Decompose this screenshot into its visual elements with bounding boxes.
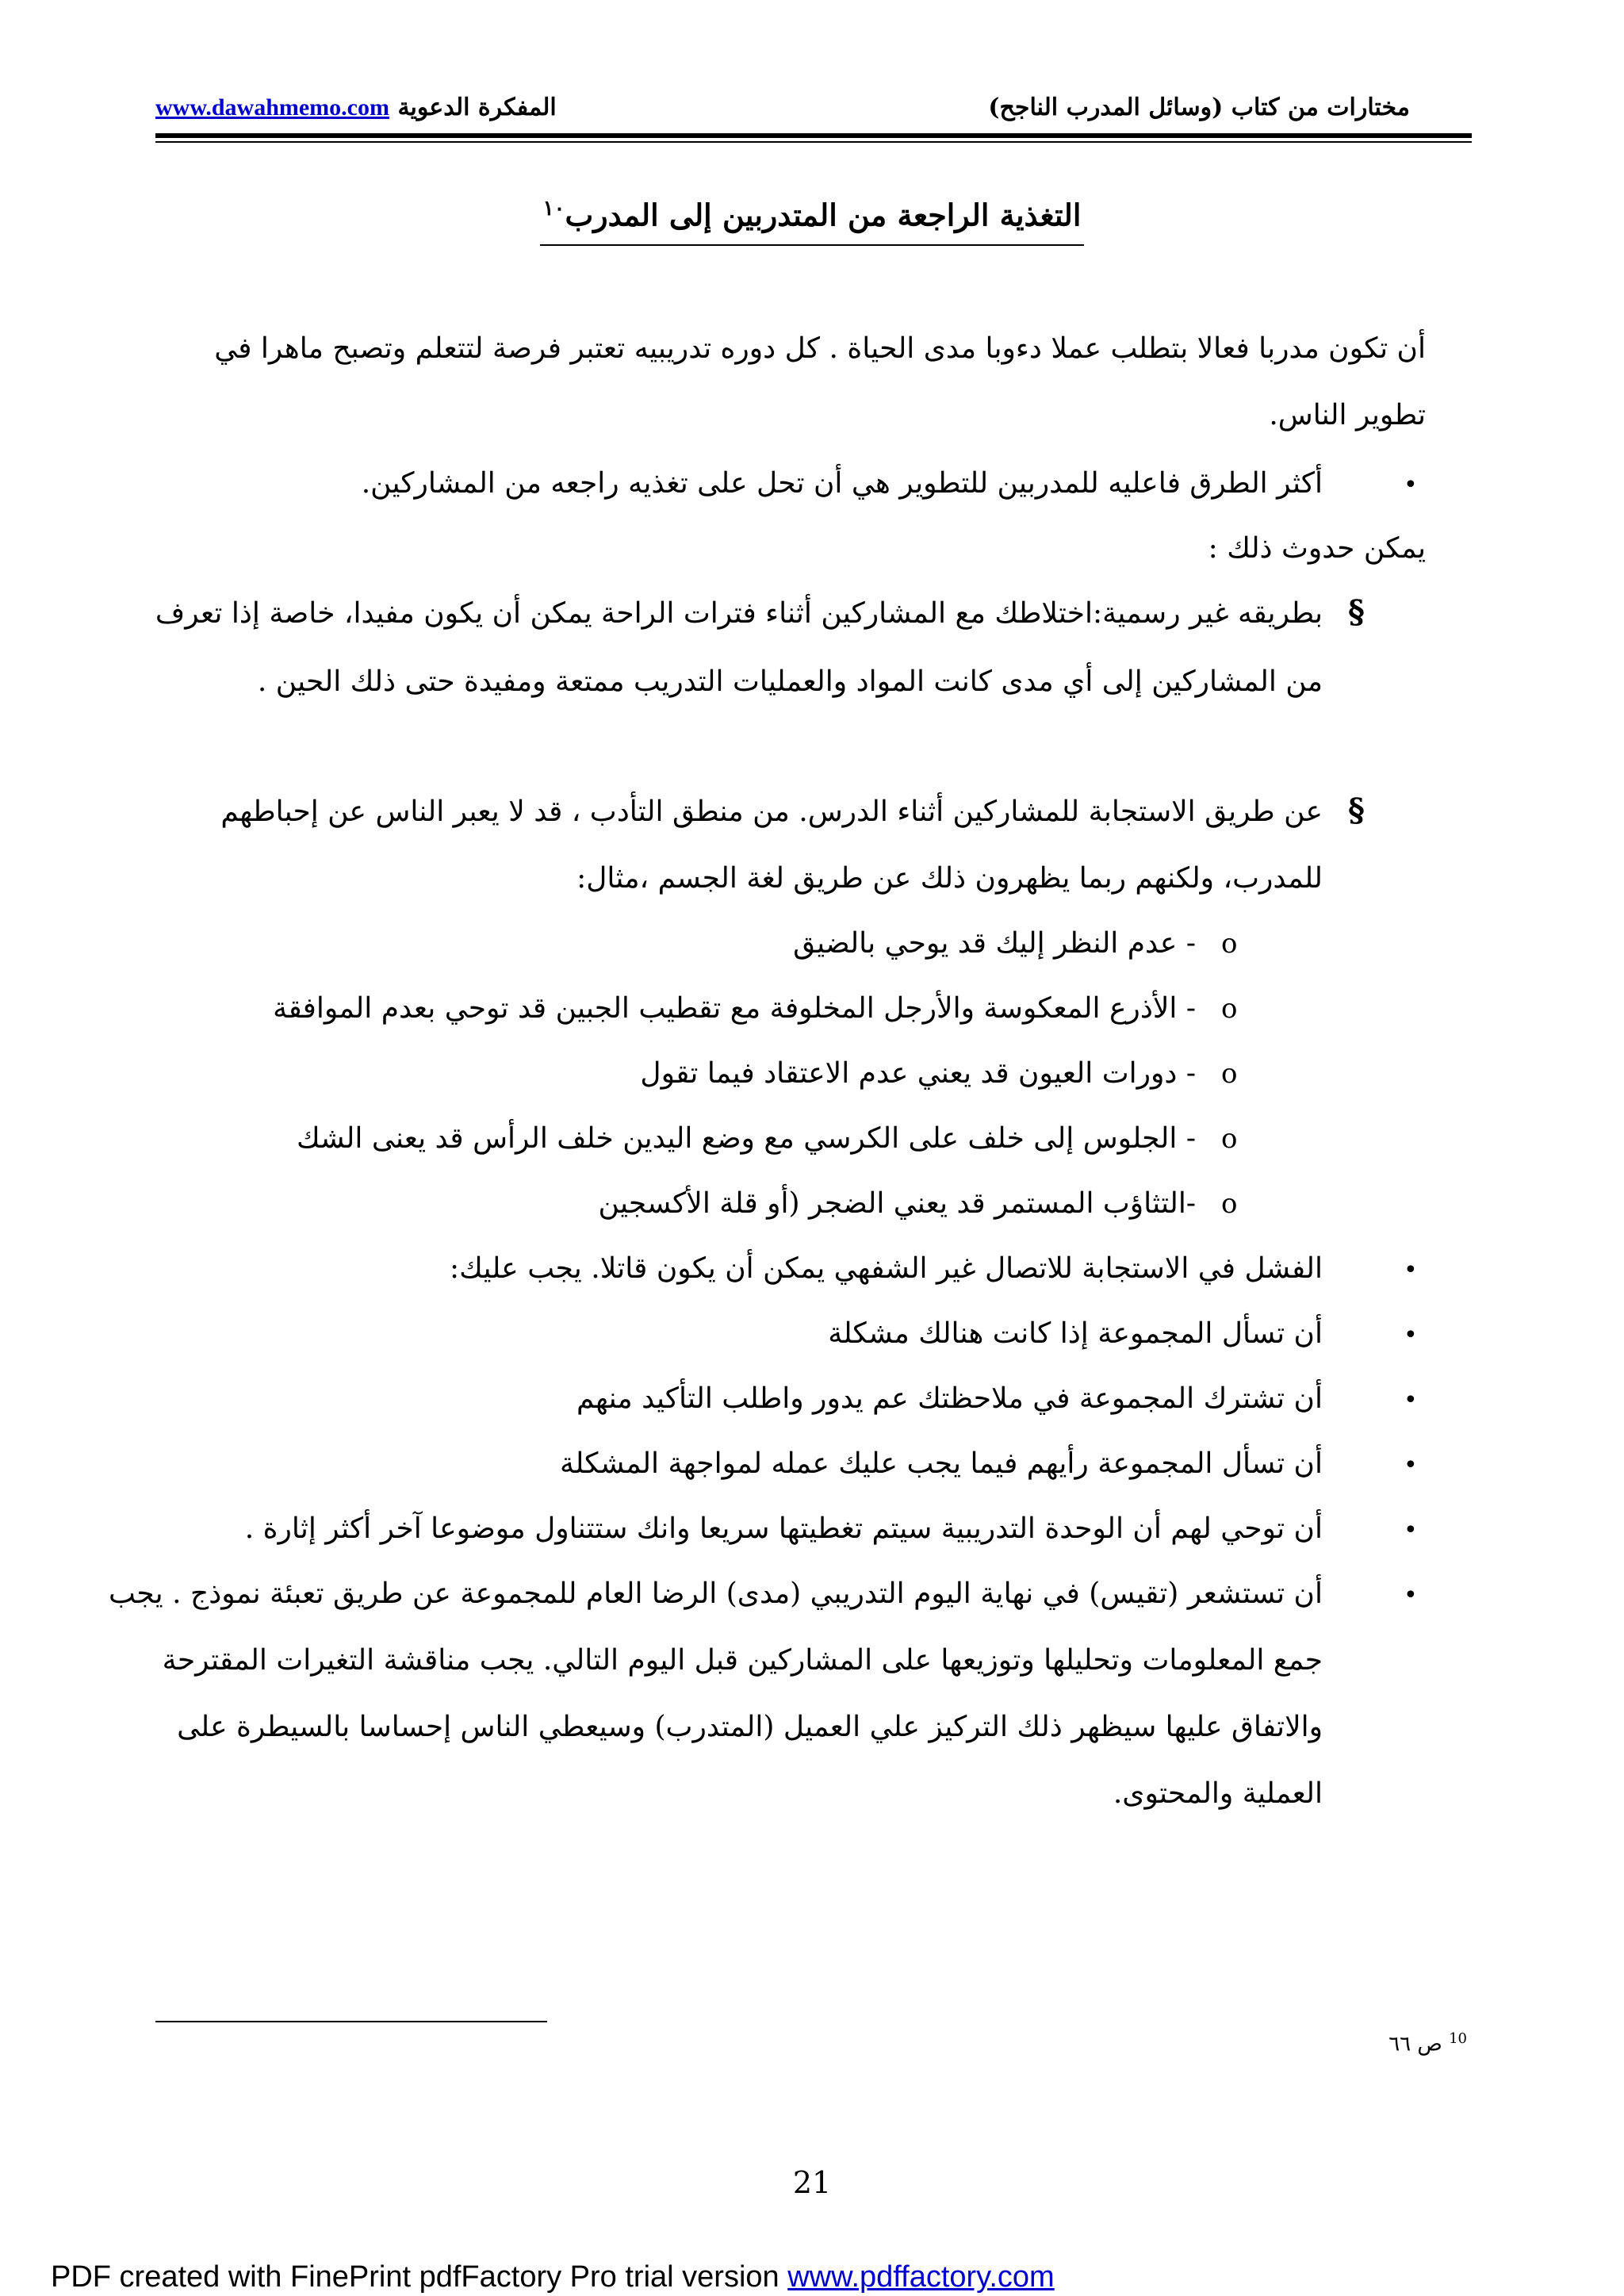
- bullet-icon: •: [1404, 1451, 1418, 1479]
- bullet-text: أن تسأل المجموعة رأيهم فيما يجب عليك عمله لمواجهة المشكلة: [560, 1447, 1323, 1480]
- example-item: -التثاؤب المستمر قد يعني الضجر (أو قلة الأكسجين: [598, 1187, 1196, 1220]
- bullet-icon: •: [1404, 1386, 1418, 1414]
- footnote-text: ص ٦٦: [1388, 2032, 1442, 2056]
- bullet-text: أن توحي لهم أن الوحدة التدريبية سيتم تغطيتها سريعا وانك ستتناول موضوعا آخر أكثر إثارة .: [244, 1512, 1323, 1545]
- footnote-rule: [155, 2021, 547, 2022]
- bullet-text: أكثر الطرق فاعليه للمدربين للتطوير هي أن تحل على تغذيه راجعه من المشاركين.: [361, 467, 1323, 500]
- footnote: [1388, 2030, 1467, 2056]
- bullet-text: الفشل في الاستجابة للاتصال غير الشفهي يمكن أن يكون قاتلا. يجب عليك:: [450, 1252, 1323, 1285]
- example-item: - عدم النظر إليك قد يوحي بالضيق: [793, 927, 1196, 960]
- last-bullet-line-4: العملية والمحتوى.: [1113, 1777, 1323, 1810]
- header-site-link[interactable]: www.dawahmemo.com: [155, 94, 389, 121]
- bullet-icon: •: [1404, 1321, 1418, 1349]
- header-rule-thin: [155, 141, 1472, 143]
- page-number: 21: [792, 2165, 832, 2200]
- circle-bullet-icon: o: [1221, 993, 1238, 1025]
- section1-line-2: من المشاركين إلى أي مدى كانت المواد والعمليات التدريب ممتعة ومفيدة حتى ذلك الحين .: [257, 665, 1323, 698]
- header-rule-thick: [155, 133, 1472, 138]
- section2-line-1: عن طريق الاستجابة للمشاركين أثناء الدرس. من منطق التأدب ، قد لا يعبر الناس عن إحباطهم: [220, 795, 1323, 828]
- header-site: [155, 94, 557, 121]
- bullet-icon: •: [1404, 471, 1418, 499]
- page-title: [0, 197, 1624, 246]
- last-bullet-line-2: جمع المعلومات وتحليلها وتوزيعها على المشاركين قبل اليوم التالي. يجب مناقشة التغيرات المقترحة: [162, 1644, 1323, 1677]
- bullet-text: أن تسأل المجموعة إذا كانت هنالك مشكلة: [828, 1317, 1323, 1350]
- footnote-number: 10: [1449, 2030, 1467, 2047]
- example-item: - الجلوس إلى خلف على الكرسي مع وضع اليدين خلف الرأس قد يعنى الشك: [296, 1122, 1196, 1155]
- pdf-note-text: PDF created with FinePrint pdfFactory Pro trial version: [51, 2260, 788, 2294]
- intro-line-2: تطوير الناس.: [1269, 399, 1426, 431]
- circle-bullet-icon: o: [1221, 1058, 1238, 1090]
- section1-line-1: بطريقه غير رسمية:اختلاطك مع المشاركين أثناء فترات الراحة يمكن أن يكون مفيدا، خاصة إذا تعرف: [155, 597, 1323, 630]
- example-item: - الأذرع المعكوسة والأرجل المخلوفة مع تقطيب الجبين قد توحي بعدم الموافقة: [273, 992, 1196, 1025]
- circle-bullet-icon: o: [1221, 1188, 1238, 1220]
- section-icon: §: [1348, 593, 1365, 631]
- bullet-icon: •: [1404, 1581, 1418, 1609]
- circle-bullet-icon: o: [1221, 928, 1238, 960]
- last-bullet-line-3: والاتفاق عليها سيظهر ذلك التركيز علي العميل (المتدرب) وسيعطي الناس إحساسا بالسيطرة على: [177, 1711, 1323, 1743]
- header-book-title: مختارات من كتاب (وسائل المدرب الناجح): [988, 94, 1410, 121]
- intro-line-1: أن تكون مدربا فعالا بتطلب عملا دءوبا مدى الحياة . كل دوره تدريبيه تعتبر فرصة لتتعلم وتصبح ماهرا في: [214, 332, 1426, 365]
- section2-line-2: للمدرب، ولكنهم ربما يظهرون ذلك عن طريق لغة الجسم ،مثال:: [576, 862, 1323, 895]
- bullet-icon: •: [1404, 1256, 1418, 1284]
- bullet-text: أن تشترك المجموعة في ملاحظتك عم يدور واطلب التأكيد منهم: [576, 1382, 1323, 1415]
- how-it-happens: يمكن حدوث ذلك :: [1208, 532, 1426, 565]
- pdffactory-link[interactable]: www.pdffactory.com: [787, 2260, 1055, 2294]
- section-icon: §: [1348, 792, 1365, 829]
- example-item: - دورات العيون قد يعني عدم الاعتقاد فيما تقول: [640, 1057, 1196, 1090]
- header-site-name: المفكرة الدعوية: [397, 94, 557, 121]
- title-footnote-ref[interactable]: ١٠: [542, 197, 565, 220]
- page-title-text: التغذية الراجعة من المتدربين إلى المدرب: [565, 197, 1082, 233]
- pdf-creator-note: [51, 2260, 1055, 2294]
- circle-bullet-icon: o: [1221, 1123, 1238, 1155]
- last-bullet-line-1: أن تستشعر (تقيس) في نهاية اليوم التدريبي (مدى) الرضا العام للمجموعة عن طريق تعبئة نموذج . يجب: [109, 1577, 1323, 1610]
- bullet-icon: •: [1404, 1516, 1418, 1544]
